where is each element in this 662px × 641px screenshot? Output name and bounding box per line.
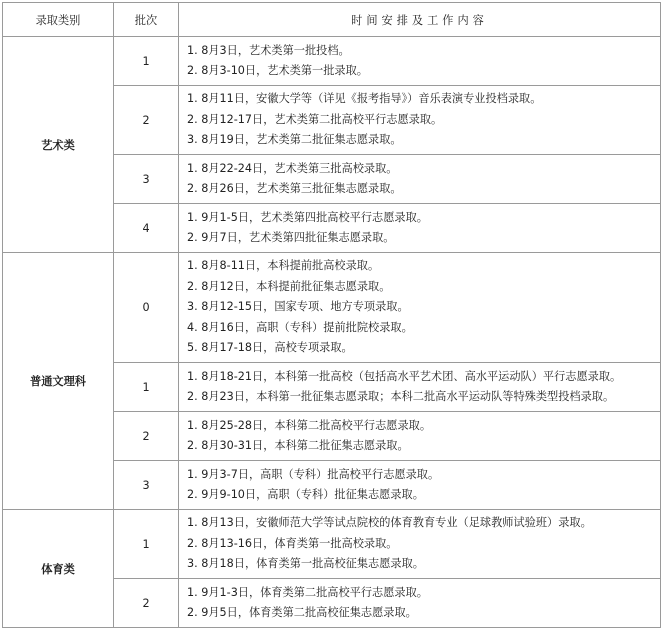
schedule-item: 3. 8月12-15日，国家专项、地方专项录取。 bbox=[187, 300, 409, 314]
schedule-item: 1. 8月8-11日，本科提前批高校录取。 bbox=[187, 259, 380, 273]
batch-cell: 2 bbox=[114, 86, 179, 155]
category-cell: 艺术类 bbox=[3, 37, 114, 253]
schedule-item: 2. 8月13-16日，体育类第一批高校录取。 bbox=[187, 536, 398, 550]
schedule-cell bbox=[179, 155, 661, 204]
schedule-item: 3. 8月19日，艺术类第二批征集志愿录取。 bbox=[187, 133, 402, 147]
schedule-cell bbox=[179, 37, 661, 86]
batch-cell: 1 bbox=[114, 37, 179, 86]
schedule-item: 2. 9月5日，体育类第二批高校征集志愿录取。 bbox=[187, 606, 417, 619]
schedule-item: 1. 8月18-21日，本科第一批高校（包括高水平艺术团、高水平运动队）平行志愿录取。 bbox=[187, 369, 622, 383]
schedule-item: 1. 9月3-7日，高职（专科）批高校平行志愿录取。 bbox=[187, 467, 440, 481]
schedule-item: 2. 8月23日，本科第一批征集志愿录取；本科二批高水平运动队等特殊类型投档录取。 bbox=[187, 390, 615, 403]
schedule-item: 2. 9月9-10日，高职（专科）批征集志愿录取。 bbox=[187, 488, 424, 501]
table-row bbox=[3, 37, 661, 86]
schedule-item: 1. 8月11日，安徽大学等（详见《报考指导》）音乐表演专业投档录取。 bbox=[187, 92, 542, 106]
admission-schedule-table bbox=[2, 2, 661, 628]
batch-cell: 1 bbox=[114, 363, 179, 412]
table-row bbox=[3, 510, 661, 579]
table-body bbox=[3, 37, 661, 628]
schedule-item: 2. 8月26日，艺术类第三批征集志愿录取。 bbox=[187, 182, 402, 195]
schedule-cell bbox=[179, 461, 661, 510]
schedule-cell bbox=[179, 363, 661, 412]
schedule-item: 2. 9月7日，艺术类第四批征集志愿录取。 bbox=[187, 231, 395, 244]
schedule-item: 3. 8月18日，体育类第一批高校征集志愿录取。 bbox=[187, 557, 424, 571]
batch-cell: 2 bbox=[114, 579, 179, 628]
schedule-cell bbox=[179, 412, 661, 461]
schedule-item: 1. 9月1-3日，体育类第二批高校平行志愿录取。 bbox=[187, 585, 428, 599]
table-header-row bbox=[3, 3, 661, 37]
batch-cell: 1 bbox=[114, 510, 179, 579]
header-category: 录取类别 bbox=[3, 3, 114, 37]
category-cell: 普通文理科 bbox=[3, 253, 114, 510]
batch-cell: 4 bbox=[114, 204, 179, 253]
schedule-item: 1. 8月22-24日，艺术类第三批高校录取。 bbox=[187, 161, 398, 175]
batch-cell: 2 bbox=[114, 412, 179, 461]
header-batch: 批次 bbox=[114, 3, 179, 37]
schedule-item: 2. 8月12-17日，艺术类第二批高校平行志愿录取。 bbox=[187, 112, 443, 126]
schedule-cell bbox=[179, 204, 661, 253]
schedule-item: 1. 9月1-5日，艺术类第四批高校平行志愿录取。 bbox=[187, 210, 428, 224]
schedule-item: 2. 8月12日，本科提前批征集志愿录取。 bbox=[187, 279, 391, 293]
schedule-item: 4. 8月16日，高职（专科）提前批院校录取。 bbox=[187, 320, 413, 334]
batch-cell: 0 bbox=[114, 253, 179, 363]
schedule-item: 1. 8月13日，安徽师范大学等试点院校的体育教育专业（足球教师试验班）录取。 bbox=[187, 516, 592, 530]
schedule-cell bbox=[179, 579, 661, 628]
schedule-cell bbox=[179, 253, 661, 363]
header-content: 时间安排及工作内容 bbox=[179, 3, 661, 37]
schedule-cell bbox=[179, 510, 661, 579]
schedule-item: 1. 8月3日，艺术类第一批投档。 bbox=[187, 43, 350, 57]
schedule-cell bbox=[179, 86, 661, 155]
schedule-item: 1. 8月25-28日，本科第二批高校平行志愿录取。 bbox=[187, 418, 432, 432]
category-cell: 体育类 bbox=[3, 510, 114, 628]
batch-cell: 3 bbox=[114, 461, 179, 510]
schedule-item: 5. 8月17-18日，高校专项录取。 bbox=[187, 341, 353, 355]
schedule-item: 2. 8月30-31日，本科第二批征集志愿录取。 bbox=[187, 439, 409, 452]
batch-cell: 3 bbox=[114, 155, 179, 204]
schedule-item: 2. 8月3-10日，艺术类第一批录取。 bbox=[187, 64, 368, 77]
table-row bbox=[3, 253, 661, 363]
